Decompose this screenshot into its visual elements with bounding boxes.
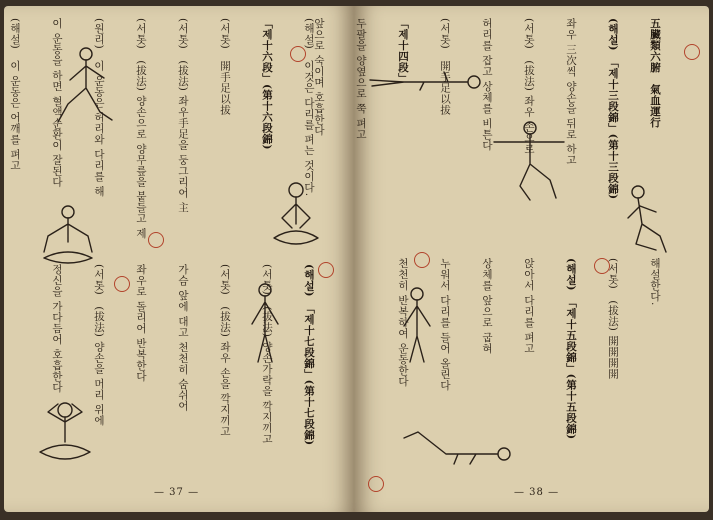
text-line: 해설한다. [649, 258, 661, 306]
text-line: (서톳) (拔法) 좌우 손을 깍지끼고 [219, 264, 231, 437]
text-line: (해설) 이 운동은 어깨를 펴고 [9, 18, 21, 171]
text-line: 누워서 다리를 들어 올린다 [439, 258, 451, 391]
text-line: (서톳) (拔法) 양손가락을 깍지끼고 [261, 264, 273, 445]
red-stamp-mark [368, 476, 384, 492]
section-heading: 「제十四段」 [397, 18, 409, 84]
section-heading: (해설) 「제十五段錦」(第十五段錦) [565, 258, 577, 440]
text-line: (해설) 이것은 다리를 펴는 것이다. [303, 18, 315, 197]
text-line: 앉아서 다리를 펴고 [523, 258, 535, 354]
red-stamp-mark [414, 252, 430, 268]
seated-reaching-figure-illustration [34, 202, 102, 272]
text-line: 앞으로 숙이며 호흡한다 [313, 18, 325, 136]
text-line: 좌우로 돌리어 반복한다 [135, 264, 147, 382]
text-line: (서톳) (拔法) 좌우手足을 둥그리어 主 [177, 18, 189, 213]
text-line: 천천히 반복하여 운동한다 [397, 258, 409, 387]
seated-hands-on-head-figure-illustration [34, 396, 96, 472]
standing-figure-illustration [394, 284, 440, 366]
section-heading: (해설) 「제十七段錦」(第十七段錦) [303, 264, 315, 446]
kneeling-figure-illustration [616, 182, 674, 256]
text-line: 가슴 앞에 대고 천천히 숨쉬어 [177, 264, 189, 412]
lying-leg-raise-figure-illustration [396, 424, 514, 472]
lying-figure-illustration [364, 60, 484, 100]
red-stamp-mark [148, 232, 164, 248]
text-line: 정신을 가다듬어 호흡한다 [51, 264, 63, 393]
text-line: 이 운동을 하면 혈액순환이 잘된다 [51, 18, 63, 188]
text-line: 허리를 잡고 상체를 비튼다 [481, 18, 493, 151]
section-heading: 五臟類六腑 氣血運行 [649, 18, 661, 128]
text-line: 상체를 앞으로 굽혀 [481, 258, 493, 354]
text-line: (서톳) (拔法) 좌우 손으로 [523, 18, 535, 155]
red-stamp-mark [318, 262, 334, 278]
red-stamp-mark [594, 258, 610, 274]
standing-figure-illustration [240, 280, 290, 366]
right-page [313, 6, 709, 512]
section-heading: (해설) 「제十三段錦」(第十三段錦) [607, 18, 619, 200]
text-line: 두팔을 양옆으로 쭉 펴고 [355, 18, 367, 140]
text-line: (서톳) (拔法) 開開開開 [607, 258, 619, 380]
text-line: 좌우 三次씩 양손을 뒤로 하고 [565, 18, 577, 166]
text-line: (서톳) (拔法) 양손으로 양무릎을 붙들고 제 [135, 18, 147, 239]
red-stamp-mark [684, 44, 700, 60]
arms-extended-figure-illustration [490, 118, 568, 204]
section-heading: 「제十六段」(第十六段錦) [261, 18, 273, 150]
text-line: (서톳) 開手足以拔 [439, 18, 451, 116]
red-stamp-mark [114, 276, 130, 292]
text-line: (서톳) (拔法) 양손을 머리 위에 [93, 264, 105, 426]
text-line: (서톳) 開手足以拔 [219, 18, 231, 116]
kneeling-stretch-figure-illustration [48, 42, 118, 132]
page-number: — 37 — [154, 487, 200, 498]
page-number: — 38 — [514, 487, 560, 498]
text-line: (원리) 이 운동은 허리와 다리를 해 [93, 18, 105, 197]
